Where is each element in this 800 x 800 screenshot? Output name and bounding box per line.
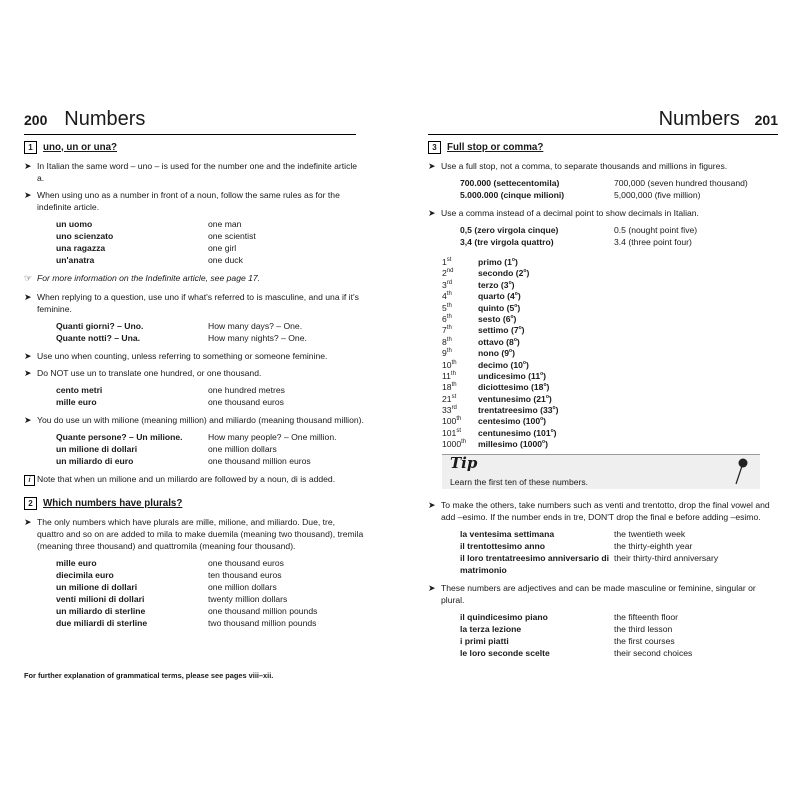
tip-text: Learn the first ten of these numbers. <box>450 476 589 487</box>
ordinal-abbrev: 33 <box>542 404 553 415</box>
example-row <box>460 611 778 623</box>
ordinal-abbrev-suffix: o <box>540 416 544 423</box>
example-english: 0.5 (nought point five) <box>614 225 698 235</box>
bullet-text: In Italian the same word – uno – is used for the number one and the indefinite article a. <box>37 161 358 183</box>
example-italian: il loro trentatreesimo anniversario di matrimonio <box>460 552 610 575</box>
bullet-paragraph <box>24 367 364 379</box>
info-icon: i <box>24 473 35 486</box>
example-table <box>56 384 364 408</box>
example-row <box>56 617 364 629</box>
page-title: Numbers <box>64 108 146 130</box>
ordinal-number <box>442 277 478 288</box>
ordinal-suffix: st <box>451 393 457 400</box>
tip-title: Tip <box>450 453 478 472</box>
bullet-paragraph <box>24 291 364 315</box>
example-row <box>460 623 778 635</box>
ordinal-number <box>442 379 478 393</box>
ordinal-abbrev: 8 <box>509 336 514 347</box>
bullet-paragraph <box>24 350 364 362</box>
ordinal-number <box>442 368 478 379</box>
ordinal-suffix: st <box>446 257 452 263</box>
example-english: How many people? – One million. <box>208 432 337 442</box>
bullet-text: When using uno as a number in front of a noun, follow the same rules as for the indefinite article. <box>37 190 340 212</box>
example-row <box>460 647 778 659</box>
ordinal-abbrev: 100 <box>525 416 541 427</box>
bullet-text: These numbers are adjectives and can be made masculine or feminine, singular or plural. <box>441 582 756 605</box>
ordinal-word: diciottesimo <box>478 382 529 393</box>
ordinal-word: trentatreesimo <box>478 404 538 415</box>
ordinal-italian: settimo (7$^o$) <box>478 325 525 336</box>
ordinal-suffix: th <box>451 359 457 366</box>
example-table <box>56 320 364 344</box>
section-number: 1 <box>24 141 37 154</box>
ordinal-word: secondo <box>478 268 514 279</box>
example-italian: un miliardo di euro <box>56 456 134 466</box>
ordinal-italian: undicesimo (11$^o$) <box>478 370 547 381</box>
ordinal-abbrev-suffix: o <box>545 393 549 400</box>
ordinal-abbrev-suffix: o <box>540 370 544 377</box>
example-row <box>460 236 778 248</box>
info-note <box>24 473 364 485</box>
section-number: 3 <box>428 141 441 154</box>
bullet-text: You do use un with milione (meaning million) and miliardo (meaning thousand million). <box>37 415 364 425</box>
ordinal-row <box>442 391 778 402</box>
ordinal-number <box>442 357 478 368</box>
example-italian: un milione di dollari <box>56 582 138 592</box>
ordinal-word: ventunesimo <box>478 393 532 404</box>
example-table <box>460 224 778 248</box>
ordinal-abbrev: 2 <box>518 268 524 279</box>
example-english: twenty million dollars <box>208 594 288 604</box>
example-row <box>460 224 778 236</box>
bullet-paragraph <box>428 160 778 172</box>
example-row <box>460 177 778 189</box>
section-title: Which numbers have plurals? <box>43 497 183 509</box>
example-english: 3.4 (three point four) <box>614 237 692 247</box>
ordinal-word: terzo <box>478 279 499 290</box>
ordinal-row <box>442 277 778 288</box>
example-table <box>56 557 364 629</box>
ordinal-abbrev-suffix: o <box>514 302 518 309</box>
ordinal-digits: 9 <box>442 347 447 358</box>
ordinal-abbrev-suffix: o <box>522 359 526 366</box>
example-table <box>56 218 364 266</box>
bullet-text: Use a comma instead of a decimal point to show decimals in Italian. <box>441 208 699 218</box>
ordinal-suffix: th <box>446 325 452 332</box>
ordinal-suffix: th <box>451 382 457 389</box>
ordinal-number <box>442 265 478 279</box>
example-row <box>460 528 778 540</box>
ordinal-abbrev: 10 <box>513 359 523 370</box>
right-page-header <box>428 108 778 135</box>
pointing-hand-icon: ☞ <box>24 273 33 283</box>
ordinal-abbrev: 6 <box>505 313 511 324</box>
example-italian: la ventesima settimana <box>460 528 555 539</box>
ordinal-word: ottavo <box>478 336 504 347</box>
bullet-paragraph <box>24 189 364 213</box>
ordinal-number <box>442 311 478 322</box>
section-heading <box>428 141 778 154</box>
example-english: one man <box>208 219 242 229</box>
ordinal-abbrev-suffix: o <box>523 268 527 275</box>
ordinal-number <box>442 334 478 345</box>
ordinal-italian: primo (1$^o$) <box>478 256 518 267</box>
ordinal-suffix: th <box>446 291 452 298</box>
example-english: one thousand euros <box>208 397 284 407</box>
example-row <box>56 569 364 581</box>
example-italian: le loro seconde scelte <box>460 647 550 658</box>
ordinal-digits: 21 <box>442 393 452 404</box>
example-italian: Quante persone? – Un milione. <box>56 432 183 442</box>
example-row <box>56 443 364 455</box>
ordinal-suffix: th <box>456 416 462 423</box>
ordinal-suffix: st <box>456 427 462 434</box>
ordinal-suffix: th <box>450 370 456 377</box>
bullet-paragraph <box>24 160 364 184</box>
ordinal-italian: decimo (10$^o$) <box>478 359 529 370</box>
example-english: How many days? – One. <box>208 321 303 331</box>
ordinal-suffix: th <box>446 348 452 355</box>
example-italian: cento metri <box>56 385 103 395</box>
example-italian: due miliardi di sterline <box>56 618 148 628</box>
ordinal-word: centesimo <box>478 416 521 427</box>
example-italian: un uomo <box>56 219 93 229</box>
ordinal-abbrev: 21 <box>536 393 546 404</box>
ordinal-abbrev-suffix: o <box>508 279 512 286</box>
ordinal-number <box>442 322 478 336</box>
ordinal-abbrev-suffix: o <box>513 336 517 343</box>
example-italian: la terza lezione <box>460 623 522 634</box>
ordinal-abbrev: 1000 <box>522 439 543 450</box>
ordinal-italian: ottavo (8$^o$) <box>478 336 520 347</box>
ordinal-row <box>442 334 778 345</box>
page-number: 201 <box>754 112 778 128</box>
bullet-paragraph <box>428 207 778 219</box>
ordinal-row <box>442 345 778 356</box>
ordinal-suffix: th <box>446 302 452 309</box>
ordinal-word: quarto <box>478 291 505 302</box>
example-italian: un'anatra <box>56 255 95 265</box>
ordinal-row <box>442 300 778 311</box>
example-english: two thousand million pounds <box>208 618 317 628</box>
example-english: one thousand euros <box>208 558 284 568</box>
example-english: How many nights? – One. <box>208 333 307 343</box>
example-table <box>460 528 778 576</box>
ordinal-number <box>442 425 478 436</box>
example-row <box>460 635 778 647</box>
page-number: 200 <box>24 112 48 128</box>
ordinal-suffix: th <box>446 313 452 320</box>
example-english: one million dollars <box>208 582 277 592</box>
example-row <box>460 552 778 576</box>
example-italian: i primi piatti <box>460 635 509 646</box>
ordinal-word: decimo <box>478 359 509 370</box>
ordinal-row <box>442 368 778 379</box>
example-row <box>56 593 364 605</box>
pin-icon <box>732 457 750 487</box>
ordinal-italian: centunesimo (101$^o$) <box>478 427 557 438</box>
bullet-paragraph <box>24 516 364 552</box>
ordinal-italian: millesimo (1000$^o$) <box>478 439 548 450</box>
example-italian: una ragazza <box>56 243 106 253</box>
bullet-paragraph <box>24 414 364 426</box>
example-english: one duck <box>208 255 243 265</box>
example-english: the first courses <box>614 635 675 646</box>
ordinal-italian: diciottesimo (18$^o$) <box>478 382 550 393</box>
ordinal-word: settimo <box>478 325 509 336</box>
ordinal-italian: ventunesimo (21$^o$) <box>478 393 552 404</box>
right-column <box>428 141 778 665</box>
ordinal-italian: secondo (2$^o$) <box>478 268 530 279</box>
ordinal-abbrev-suffix: o <box>550 427 554 434</box>
ordinal-row <box>442 322 778 336</box>
example-table <box>460 611 778 659</box>
example-italian: 3,4 (tre virgola quattro) <box>460 237 554 247</box>
example-italian: il quindicesimo piano <box>460 611 548 622</box>
example-row <box>56 455 364 467</box>
example-italian: uno scienzato <box>56 231 114 241</box>
section-title: uno, un or una? <box>43 141 118 153</box>
ordinal-suffix: nd <box>446 268 454 275</box>
section-title: Full stop or comma? <box>447 141 544 153</box>
example-english: their thirty-third anniversary <box>614 552 719 563</box>
example-english: the thirty-eighth year <box>614 540 693 551</box>
cross-reference-note <box>24 272 364 284</box>
ordinal-row <box>442 357 778 368</box>
example-italian: un miliardo di sterline <box>56 606 146 616</box>
example-row <box>56 605 364 617</box>
bullet-text: Use uno when counting, unless referring to something or someone feminine. <box>37 351 328 361</box>
example-english: 5,000,000 (five million) <box>614 190 701 200</box>
note-text: For more information on the Indefinite article, see page 17. <box>37 273 261 283</box>
ordinal-number <box>442 345 478 356</box>
example-row <box>56 431 364 443</box>
ordinal-digits: 10 <box>442 359 452 370</box>
example-row <box>56 396 364 408</box>
example-italian: diecimila euro <box>56 570 114 580</box>
bullet-text: The only numbers which have plurals are mille, milione, and miliardo. Due, tre, quattro and so on are added to mila to make duemila (meaning two thousand), tremila (meaning three thousand) and quattromila (meaning four thousand). <box>37 517 364 551</box>
bullet-text: To make the others, take numbers such as venti and trentotto, drop the final vowel and add –esimo. If the number ends in tre, DON'T drop the final e before adding –esimo. <box>441 499 770 522</box>
example-italian: mille euro <box>56 558 97 568</box>
ordinal-row <box>442 436 778 450</box>
ordinal-number <box>442 413 478 427</box>
ordinal-italian: trentatreesimo (33$^o$) <box>478 404 559 415</box>
ordinal-row <box>442 402 778 413</box>
bullet-text: Do NOT use un to translate one hundred, or one thousand. <box>37 368 262 378</box>
ordinal-digits: 1 <box>442 256 447 267</box>
ordinal-digits: 7 <box>442 325 447 336</box>
ordinal-italian: centesimo (100$^o$) <box>478 416 547 427</box>
ordinal-word: quinto <box>478 302 505 313</box>
ordinal-digits: 3 <box>442 279 447 290</box>
example-english: one hundred metres <box>208 385 285 395</box>
ordinal-word: sesto <box>478 313 501 324</box>
ordinal-number <box>442 300 478 311</box>
ordinal-abbrev-suffix: o <box>511 257 515 263</box>
ordinal-abbrev: 3 <box>503 279 509 290</box>
ordinal-number <box>442 436 478 450</box>
example-row <box>56 332 364 344</box>
ordinal-digits: 18 <box>442 382 452 393</box>
ordinal-abbrev: 7 <box>513 325 519 336</box>
bullet-paragraph <box>428 582 778 606</box>
example-english: one scientist <box>208 231 256 241</box>
ordinal-abbrev-suffix: o <box>543 382 547 389</box>
ordinal-abbrev: 18 <box>533 382 544 393</box>
example-english: the twentieth week <box>614 528 686 539</box>
ordinal-abbrev: 1 <box>507 256 512 267</box>
ordinal-abbrev-suffix: o <box>542 439 546 446</box>
ordinal-digits: 11 <box>442 370 451 381</box>
ordinal-word: millesimo <box>478 439 518 450</box>
section-number: 2 <box>24 497 37 510</box>
example-italian: mille euro <box>56 397 97 407</box>
tip-box <box>442 454 760 489</box>
section-heading <box>24 141 364 154</box>
bullet-text: Use a full stop, not a comma, to separate thousands and millions in figures. <box>441 161 728 171</box>
ordinal-row <box>442 254 778 265</box>
example-table <box>56 431 364 467</box>
ordinal-number <box>442 288 478 302</box>
ordinal-italian: nono (9$^o$) <box>478 347 515 358</box>
ordinal-digits: 1000 <box>442 439 462 450</box>
ordinal-digits: 6 <box>442 313 447 324</box>
page-title: Numbers <box>658 108 740 130</box>
example-row <box>460 189 778 201</box>
note-text: Note that when un milione and un miliardo are followed by a noun, di is added. <box>37 474 336 484</box>
ordinal-italian: terzo (3$^o$) <box>478 279 515 290</box>
ordinal-word: nono <box>478 347 499 358</box>
example-row <box>56 581 364 593</box>
example-table <box>460 177 778 201</box>
ordinal-suffix: rd <box>446 279 453 286</box>
ordinal-number <box>442 254 478 265</box>
ordinal-abbrev: 9 <box>504 347 510 358</box>
example-english: the third lesson <box>614 623 673 634</box>
example-row <box>56 242 364 254</box>
ordinal-row <box>442 265 778 279</box>
example-italian: 700.000 (settecentomila) <box>460 178 560 188</box>
ordinal-abbrev-suffix: o <box>518 325 522 332</box>
ordinal-digits: 8 <box>442 336 447 347</box>
ordinal-abbrev-suffix: o <box>510 313 514 320</box>
example-row <box>56 557 364 569</box>
example-row <box>56 384 364 396</box>
ordinal-number <box>442 402 478 413</box>
ordinal-row <box>442 379 778 393</box>
ordinal-digits: 101 <box>442 427 457 438</box>
example-row <box>56 254 364 266</box>
ordinal-digits: 100 <box>442 416 457 427</box>
ordinal-abbrev-suffix: o <box>552 405 556 412</box>
example-italian: Quanti giorni? – Uno. <box>56 321 144 331</box>
ordinal-number <box>442 391 478 402</box>
ordinal-abbrev: 101 <box>536 427 551 438</box>
example-italian: un milione di dollari <box>56 444 138 454</box>
example-english: ten thousand euros <box>208 570 282 580</box>
bullet-paragraph <box>428 499 778 523</box>
example-english: one girl <box>208 243 237 253</box>
ordinal-italian: quinto (5$^o$) <box>478 302 521 313</box>
example-english: one thousand million euros <box>208 456 311 466</box>
ordinal-row <box>442 311 778 322</box>
example-row <box>56 218 364 230</box>
ordinal-row <box>442 288 778 302</box>
ordinal-row <box>442 425 778 436</box>
ordinal-suffix: rd <box>451 405 457 412</box>
example-english: 700,000 (seven hundred thousand) <box>614 178 748 188</box>
ordinal-abbrev: 5 <box>509 302 515 313</box>
ordinal-italian: sesto (6$^o$) <box>478 313 517 324</box>
ordinals-list <box>442 254 778 448</box>
ordinal-suffix: th <box>446 336 452 343</box>
example-italian: 5.000.000 (cinque milioni) <box>460 190 565 200</box>
ordinal-row <box>442 413 778 427</box>
example-english: their second choices <box>614 647 693 658</box>
ordinal-word: undicesimo <box>478 370 526 381</box>
left-column <box>24 141 364 635</box>
ordinal-abbrev: 11 <box>531 370 541 381</box>
left-page-header <box>24 108 356 135</box>
example-italian: 0,5 (zero virgola cinque) <box>460 225 559 235</box>
ordinal-word: primo <box>478 256 502 267</box>
ordinal-digits: 5 <box>442 302 447 313</box>
bullet-text: When replying to a question, use uno if what's referred to is masculine, and una if it's feminine. <box>37 292 359 314</box>
example-row <box>56 230 364 242</box>
ordinal-digits: 33 <box>442 404 452 415</box>
example-row <box>460 540 778 552</box>
ordinal-word: centunesimo <box>478 427 532 438</box>
example-italian: Quante notti? – Una. <box>56 333 141 343</box>
ordinal-italian: quarto (4$^o$) <box>478 291 521 302</box>
ordinal-digits: 4 <box>442 291 447 302</box>
ordinal-suffix: th <box>461 439 467 446</box>
ordinal-digits: 2 <box>442 268 447 279</box>
example-row <box>56 320 364 332</box>
example-english: one million dollars <box>208 444 277 454</box>
ordinal-abbrev-suffix: o <box>509 348 513 355</box>
example-italian: venti milioni di dollari <box>56 594 145 604</box>
ordinal-abbrev: 4 <box>509 291 515 302</box>
example-english: one thousand million pounds <box>208 606 318 616</box>
ordinal-abbrev-suffix: o <box>514 291 518 298</box>
example-english: the fifteenth floor <box>614 611 679 622</box>
page-footer: For further explanation of grammatical terms, please see pages viii–xii. <box>24 671 274 680</box>
section-heading <box>24 497 364 510</box>
example-italian: il trentottesimo anno <box>460 540 545 551</box>
